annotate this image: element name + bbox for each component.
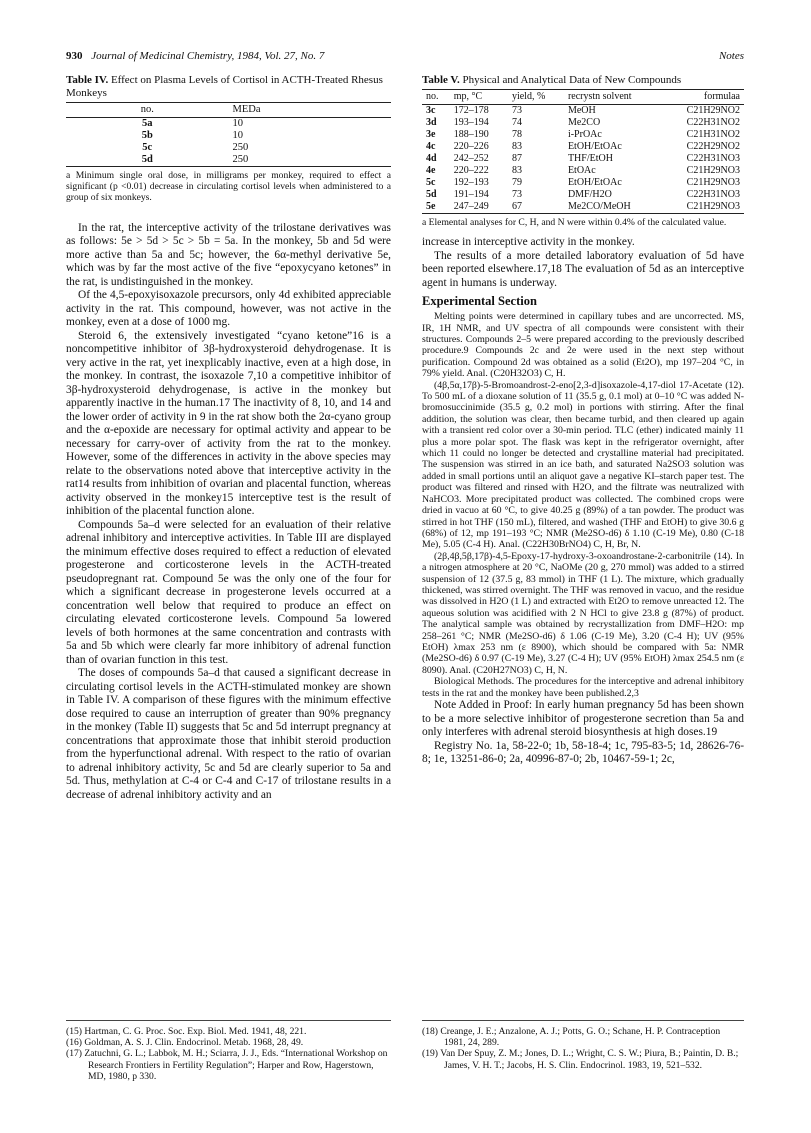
table5-cell-mp: 242–252 — [453, 153, 489, 164]
table-row — [422, 177, 744, 189]
body-paragraph: The doses of compounds 5a–d that caused a significant decrease in circulating cortisol levels in the ACTH-stimulated monkey are shown in Table IV. A comparison of these figures with the minimum effective dose required to cause an interruption of greater than 90% pregnancy in the monkey (Table II) suggests that 5c and 5d interrupt pregnancy at concentrations that approximate those that inhibit steroid production from the hyperfunctional adrenal. With respect to the ratio of ovarian to adrenal inhibitory activity, 5c and 5d are clearly superior to 5a and 5d. Thus, methylation at C-4 or C-4 and C-17 of trilostane results in a decrease of adrenal inhibitory activity and an — [66, 667, 391, 801]
table-row — [422, 105, 744, 118]
table5-cell-mp: 192–193 — [453, 177, 489, 188]
table5-cell-yield: 78 — [511, 129, 522, 140]
page-number: 930 — [66, 50, 83, 62]
table5-cell-formula: C21H31NO2 — [686, 129, 740, 140]
table5-footnote: a Elemental analyses for C, H, and N were within 0.4% of the calculated value. — [422, 217, 727, 228]
table5-cell-yield: 83 — [511, 141, 522, 152]
table5-header-yield: yield, % — [508, 90, 564, 105]
right-body — [422, 236, 744, 766]
body-paragraph: The results of a more detailed laboratory evaluation of 5d have been reported elsewhere.17,18 The evaluation of 5d as an interceptive agent in humans is underway. — [422, 249, 744, 289]
table4-cell-med: 10 — [232, 130, 243, 141]
table5-header-mp: mp, °C — [450, 90, 508, 105]
table5-cell-mp: 193–194 — [453, 117, 489, 128]
table5-cell-formula: C22H29NO2 — [686, 141, 740, 152]
right-column — [422, 74, 744, 767]
table-row — [66, 130, 391, 142]
table5 — [422, 89, 744, 214]
table5-cell-solvent: MeOH — [567, 105, 596, 116]
table5-cell-formula: C21H29NO3 — [686, 165, 740, 176]
note-in-proof: Note Added in Proof: In early human pregnancy 5d has been shown to be a more selective inhibitor of progesterone secretion than 5a and only interferes with adrenal steroid biosynthesis at high doses.19 — [422, 699, 744, 739]
table-row — [422, 189, 744, 201]
table5-title: Physical and Analytical Data of New Compounds — [462, 74, 682, 86]
table-row — [422, 117, 744, 129]
table5-cell-no: 5e — [422, 201, 450, 214]
experimental-paragraph: Biological Methods. The procedures for the interceptive and adrenal inhibitory tests in the rat and the monkey have been published.2,3 — [422, 676, 744, 699]
table5-cell-yield: 79 — [511, 177, 522, 188]
table4-cell-no: 5a — [142, 118, 153, 129]
table5-cell-no: 5d — [426, 189, 437, 200]
table4-cell-no: 5b — [141, 130, 153, 141]
table5-cell-mp: 220–226 — [453, 141, 489, 152]
reference-item: (17) Zatuchni, G. L.; Labbok, M. H.; Sciarra, J. J., Eds. “International Workshop on Research Frontiers in Fertility Regulation”; Harper and Row, Hagerstown, MD, 1980, p 330. — [66, 1048, 388, 1082]
table5-cell-solvent: EtOAc — [567, 165, 596, 176]
table5-cell-yield: 73 — [511, 189, 522, 200]
table4-cell-med: 10 — [232, 118, 243, 129]
table-row — [422, 141, 744, 153]
table5-header-no: no. — [422, 90, 450, 105]
reference-item: (16) Goldman, A. S. J. Clin. Endocrinol. Metab. 1968, 28, 49. — [66, 1037, 304, 1049]
registry-numbers: Registry No. 1a, 58-22-0; 1b, 58-18-4; 1c, 795-83-5; 1d, 28626-76-8; 1e, 13251-86-0; 2a, 40996-87-0; 2b, 10467-59-1; 2c, — [422, 739, 744, 766]
experimental-paragraph: Melting points were determined in capillary tubes and are uncorrected. MS, IR, 1H NMR, and UV spectra of all compounds were consistent with their structures. Compounds 2–5 were prepared according to the previously described procedure.9 Compounds 2c and 2e were used in the next step without purification. Compound 2d was obtained as a solid (Et2O), mp 197–204 °C, in 79% yield. Anal. (C20H32O3) C, H. — [422, 311, 744, 380]
table5-cell-no: 4c — [426, 141, 436, 152]
table5-cell-no: 3e — [426, 129, 436, 140]
body-paragraph: Of the 4,5-epoxyisoxazole precursors, only 4d exhibited appreciable activity in the rat. This compound, however, was not active in the monkey, even at a dose of 1000 mg. — [66, 289, 391, 329]
table-row — [422, 129, 744, 141]
table5-cell-mp: 191–194 — [453, 189, 489, 200]
journal-citation: Journal of Medicinal Chemistry, 1984, Vol. 27, No. 7 — [91, 50, 325, 62]
table5-caption — [422, 74, 744, 87]
body-paragraph: In the rat, the interceptive activity of the trilostane derivatives was as follows: 5e > 5d > 5c > 5b = 5a. In the monkey, 5b and 5d were more active than 5a and 5c; however, the 6α-methyl derivative 5e, which was by far the most active of the five “epoxycyano ketones” in the rat, is undistinguished in the monkey. — [66, 221, 391, 288]
table4-cell-no: 5d — [66, 154, 229, 167]
table5-cell-mp: 220–222 — [453, 165, 489, 176]
table-row — [422, 201, 744, 214]
left-column — [66, 74, 391, 802]
table5-cell-formula: C21H29NO2 — [686, 105, 740, 116]
table5-cell-no: 4d — [426, 153, 437, 164]
table5-cell-solvent: Me2CO — [567, 117, 601, 128]
table-row — [66, 142, 391, 154]
table5-cell-yield: 83 — [511, 165, 522, 176]
table4-cell-med: 250 — [232, 142, 249, 153]
left-references — [66, 1026, 391, 1082]
reference-item: (15) Hartman, C. G. Proc. Soc. Exp. Biol. Med. 1941, 48, 221. — [66, 1026, 307, 1037]
table4-footnote: a Minimum single oral dose, in milligrams per monkey, required to effect a significant (p <0.01) decrease in circulating cortisol levels when administered to a group of six monkeys. — [66, 170, 391, 204]
table-row — [422, 153, 744, 165]
table4-label: Table IV. — [66, 74, 109, 86]
table5-cell-yield: 74 — [511, 117, 522, 128]
table5-cell-solvent: Me2CO/MeOH — [564, 201, 661, 214]
experimental-paragraph: (4β,5α,17β)-5-Bromoandrost-2-eno[2,3-d]isoxazole-4,17-diol 17-Acetate (12). To 500 mL of a dioxane solution of 11 (35.5 g, 0.1 mol) at 0–10 °C was added N-bromosuccinimide (35.5 g, 0.2 mol) in portions with stirring. After the final addition, the solution was clear, then became turbid, and then cleared up again with a transient red color over a 30-min period. TLC (ether) indicated mainly 11 plus a more polar spot. The flask was kept in the refrigerator overnight, after which 11 could no longer be detected and crystalline material had precipitated. The suspension was stirred in an ice bath, and saturated Na2SO3 solution was added in small portions until an aliquot gave a negative KI–starch paper test. The product was filtered and rinsed with H2O, and the filtrate was neutralized with NaHCO3. More precipitated product was collected. The combined crops were dried in vacuo at 60 °C, to give 40.25 g (89%) of a tan powder. The product was stirred in hot THF (150 mL), filtered, and washed (THF and EtOH) to give 30.6 g (68%) of 12, mp 191–193 °C; NMR (Me2SO-d6) δ 1.10 (C-19 Me), 0.80 (C-18 Me), 5.05 (C-4 H). Anal. (C22H30BrNO4) C, H, Br, N. — [422, 379, 744, 551]
table5-cell-formula: C21H29NO3 — [661, 201, 744, 214]
table5-cell-mp: 188–190 — [453, 129, 489, 140]
table5-cell-yield: 73 — [511, 105, 522, 116]
section-label: Notes — [718, 50, 744, 62]
table5-cell-solvent: DMF/H2O — [567, 189, 612, 200]
table5-cell-solvent: THF/EtOH — [567, 153, 613, 164]
table5-cell-no: 5c — [426, 177, 436, 188]
experimental-paragraph: (2β,4β,5β,17β)-4,5-Epoxy-17-hydroxy-3-oxoandrostane-2-carbonitrile (14). In a nitrogen atmosphere at 20 °C, NaOMe (20 g, 270 mmol) was added to a stirred suspension of 12 (37.5 g, 83 mmol) in THF (1 L). The mixture, which gradually thickened, was stirred overnight. The THF was removed in vacuo, and the residue was dissolved in H2O (1 L) and extracted with Et2O to remove unreacted 12. The aqueous solution was acidified with 2 N HCl to give 23.8 g (87%) of product. The analytical sample was obtained by recrystallization from DMF–H2O: mp 258–261 °C; NMR (Me2SO-d6) δ 1.06 (C-19 Me), 3.20 (C-4 H); UV (95% EtOH) λmax 253 nm (ε 8900), which should be compared with 5a: NMR (Me2SO-d6) δ 0.97 (C-19 Me), 3.27 (C-4 H); UV (95% EtOH) λmax 254.5 nm (ε 8090). Anal. (C20H27NO3) C, H, N. — [422, 550, 744, 676]
table-row — [422, 165, 744, 177]
table5-cell-solvent: EtOH/EtOAc — [567, 141, 622, 152]
reference-item: (18) Creange, J. E.; Anzalone, A. J.; Potts, G. O.; Schane, H. P. Contraception 1981, 24, 289. — [422, 1026, 721, 1049]
left-body — [66, 222, 391, 803]
table5-cell-yield: 67 — [508, 201, 564, 214]
table5-header-formula: formulaa — [661, 90, 744, 105]
table4 — [66, 102, 391, 167]
table-row — [66, 118, 391, 131]
table-row — [66, 154, 391, 167]
table5-cell-formula: C22H31NO3 — [686, 153, 740, 164]
table5-cell-solvent: i-PrOAc — [567, 129, 602, 140]
body-paragraph: Steroid 6, the extensively investigated “cyano ketone”16 is a noncompetitive inhibitor of 3β-hydroxysteroid dehydrogenase. It is very active in the rat, yet inexplicably inactive, even at a high dose, in the monkey. In contrast, the isoxazole 7,10 a competitive inhibitor of 3β-hydroxysteroid dehydrogenase, is active in the monkey but apparently inactive in the human.17 The inactivity of 8, 10, and 14 and the lower order of activity in 9 in the rat show both the 2α-cyano group and the α-epoxide are necessary for optimal activity and appear to be necessary for carry-over of activity from the rat to the monkey. However, some of the differences in activity in the above species may relate to the observations noted above that interceptive activity in the rat14 results from inhibition of ovarian and placental function, whereas activity observed in the monkey15 interceptive test is the result of inhibition of the placental function alone. — [66, 329, 391, 518]
table4-title: Effect on Plasma Levels of Cortisol in ACTH-Treated Rhesus Monkeys — [66, 74, 383, 99]
right-references — [422, 1026, 744, 1071]
table4-header-no: no. — [66, 103, 229, 118]
table4-cell-no: 5c — [142, 142, 153, 153]
table5-cell-solvent: EtOH/EtOAc — [567, 177, 622, 188]
table5-header-solvent: recrystn solvent — [564, 90, 661, 105]
table5-cell-no: 4e — [426, 165, 436, 176]
body-paragraph: Compounds 5a–d were selected for an evaluation of their relative adrenal inhibitory and interceptive activities. In Table III are displayed the minimum effective doses required to effect a reduction of elevated progesterone and corticosterone levels in the ACTH-treated pseudopregnant rat. Compound 5e was the only one of the four for which a significant decrease in progesterone levels occurred at a concentration well below that required to produce an effect on circulating elevated corticosterone levels. Compound 5a lowered levels of both hormones at the same concentration and contrasts with 5a and 5b which were clearly far more inhibitory of adrenal function than of ovarian function in this test. — [66, 518, 391, 666]
table4-header-med: MEDa — [229, 103, 392, 118]
table5-cell-no: 3c — [426, 105, 436, 116]
reference-item: (19) Van Der Spuy, Z. M.; Jones, D. L.; Wright, C. S. W.; Piura, B.; Paintin, D. B.; James, V. H. T.; Jacobs, H. S. Clin. Endocrinol. 1983, 19, 521–532. — [422, 1048, 739, 1071]
table5-cell-formula: C22H31NO3 — [686, 189, 740, 200]
body-paragraph: increase in interceptive activity in the monkey. — [422, 236, 635, 249]
table5-cell-yield: 87 — [511, 153, 522, 164]
table5-cell-formula: C21H29NO3 — [686, 177, 740, 188]
table5-label: Table V. — [422, 74, 460, 86]
running-header — [66, 50, 744, 62]
table5-cell-no: 3d — [426, 117, 437, 128]
experimental-heading: Experimental Section — [422, 294, 537, 309]
table5-cell-formula: C22H31NO2 — [686, 117, 740, 128]
table5-body — [422, 105, 744, 214]
table4-caption — [66, 74, 391, 100]
table5-cell-mp: 172–178 — [453, 105, 489, 116]
left-reference-rule — [66, 1020, 391, 1021]
table4-cell-med: 250 — [229, 154, 392, 167]
table5-cell-mp: 247–249 — [450, 201, 508, 214]
right-reference-rule — [422, 1020, 744, 1021]
